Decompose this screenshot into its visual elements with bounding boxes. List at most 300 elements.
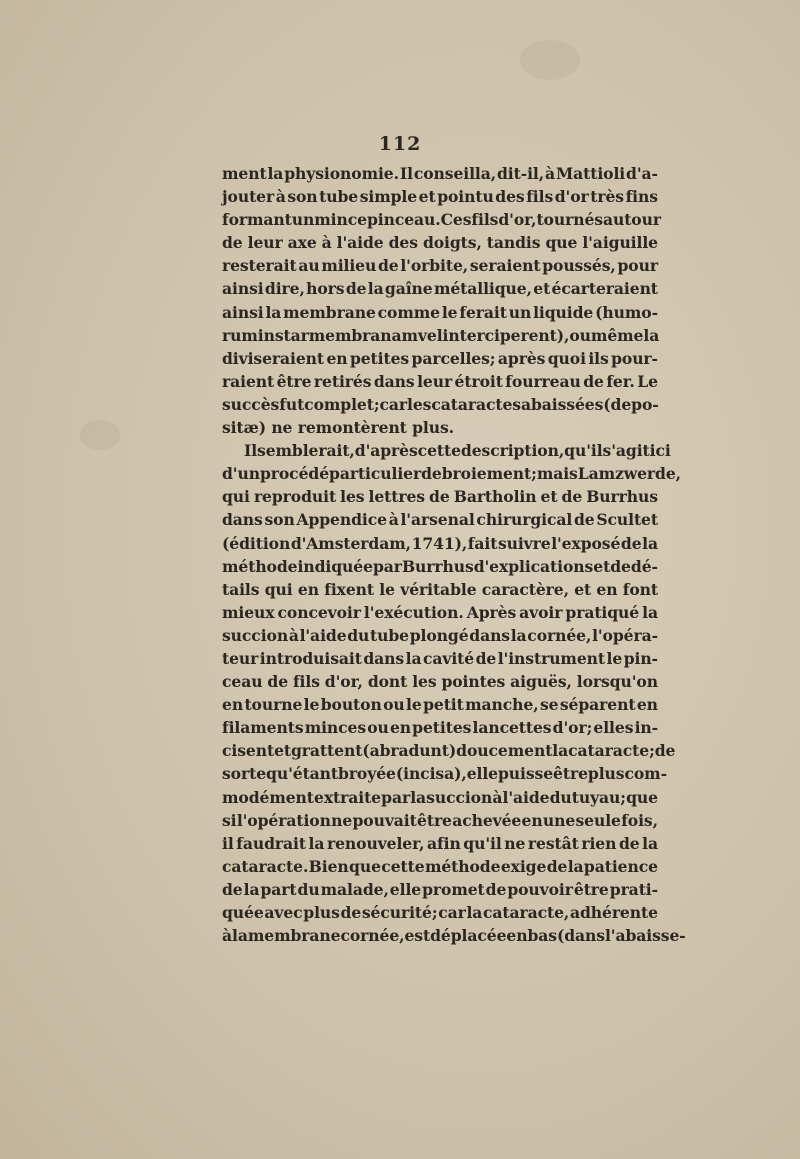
word: en [389, 718, 411, 738]
word: suivre [497, 533, 551, 553]
word: raient [222, 371, 275, 391]
word: cornée, [340, 926, 405, 946]
text-line [222, 185, 658, 208]
word: être [417, 810, 452, 830]
word: écarteraient [551, 279, 658, 299]
word: car [379, 394, 407, 414]
word: particulier [329, 464, 422, 484]
word: ferait [459, 302, 507, 322]
word: lorsqu'on [576, 672, 658, 692]
word: sorte [222, 764, 267, 784]
word: fils [292, 672, 320, 692]
word: hors [306, 279, 345, 299]
word: l'orbite, [400, 256, 469, 276]
word: de [421, 464, 442, 484]
word: axe [287, 233, 317, 253]
word: à [321, 233, 332, 253]
word: fut [279, 394, 305, 414]
text-line [222, 901, 658, 924]
word: petites [349, 348, 410, 368]
word: de [475, 648, 497, 668]
word: cavité [422, 648, 475, 668]
text-line [222, 162, 658, 185]
word: de [267, 672, 289, 692]
word: le [379, 579, 395, 599]
word: ment [222, 164, 267, 183]
word: le [441, 302, 458, 322]
word: l'abaisse- [604, 926, 686, 946]
word: simple [359, 187, 418, 207]
text-line [222, 786, 658, 809]
word: très [590, 187, 624, 207]
word: qui [264, 579, 293, 599]
word: elles [593, 718, 634, 738]
text-line [222, 462, 681, 485]
word: par [372, 556, 402, 576]
word: l'arsenal [400, 510, 475, 530]
word: être [276, 371, 312, 391]
word: part [260, 879, 297, 899]
word: déplacée [430, 926, 507, 946]
word: en [506, 926, 528, 946]
word: procédé [259, 464, 330, 484]
word: avoir [519, 602, 563, 622]
word: de [546, 856, 568, 876]
word: (abradunt) [362, 741, 457, 761]
word: l'exposé [551, 533, 621, 553]
word: séparent [559, 695, 636, 715]
word: la [405, 648, 422, 668]
word: de [654, 741, 676, 761]
word: description, [460, 441, 565, 461]
text-line [222, 485, 658, 508]
word: elle [389, 879, 422, 899]
word: sécurité; [361, 903, 438, 922]
word: petites [412, 718, 472, 738]
word: achevée [452, 810, 522, 830]
text-line [222, 670, 658, 693]
word: ainsi [222, 302, 264, 322]
word: un [508, 302, 532, 322]
text-line [222, 370, 658, 393]
text-line [222, 739, 676, 762]
word: de [618, 833, 640, 853]
word: méthode [424, 856, 501, 876]
word: tournés [536, 210, 603, 230]
word: dire, [264, 279, 305, 299]
word: restât [527, 833, 579, 853]
word: à [492, 787, 503, 807]
word: modément [222, 787, 314, 807]
word: succion [426, 787, 493, 807]
text-line [222, 231, 658, 254]
word: (édition [222, 533, 291, 553]
word: caractère, [481, 579, 569, 599]
word: pinceau. [366, 210, 441, 230]
word: que [545, 233, 578, 253]
word: l'aide [336, 233, 384, 253]
word: indiquée [297, 556, 373, 576]
word: fois, [621, 810, 658, 830]
word: membrane [247, 926, 341, 946]
word: com- [624, 764, 667, 784]
word: (dans [556, 926, 605, 946]
word: s'agit [602, 441, 650, 461]
text-line [222, 277, 658, 300]
word: lettres [368, 487, 425, 507]
word: si [222, 810, 237, 830]
word: d'a- [626, 164, 658, 183]
word: extraite [314, 787, 382, 807]
word: après [497, 348, 546, 368]
word: au [298, 256, 320, 276]
word: que [349, 856, 381, 876]
word: concevoir [277, 602, 361, 622]
word: l'exécution. [363, 602, 464, 622]
word: Il [399, 164, 413, 183]
word: ou [569, 325, 591, 345]
word: et [593, 556, 611, 576]
word: à [275, 187, 286, 207]
word: et [574, 579, 592, 599]
word: seraient [469, 256, 541, 276]
word: le [303, 695, 320, 715]
word: tuyau; [571, 787, 626, 807]
word: doigts, [422, 233, 482, 253]
word: Ces [440, 210, 472, 230]
word: du [347, 625, 370, 645]
word: bas [527, 926, 557, 946]
word: l'opéra- [592, 625, 658, 645]
word: renouveler, [326, 833, 425, 853]
word: afin [427, 833, 461, 853]
word: d'un [222, 464, 260, 484]
word: qu'étant [266, 764, 339, 784]
paper-stain [520, 40, 580, 80]
word: doucement [456, 741, 553, 761]
word: il [222, 833, 234, 853]
text-line [222, 716, 658, 739]
word: de [561, 487, 583, 507]
word: de [222, 879, 243, 899]
word: se [539, 695, 559, 715]
word: fils [526, 187, 554, 207]
word: fourreau [505, 371, 581, 391]
word: cataracte; [568, 741, 655, 761]
word: instar [257, 325, 309, 345]
word: en [596, 579, 618, 599]
word: à [545, 164, 556, 183]
word: la [466, 903, 483, 922]
word: Appendice [296, 510, 387, 530]
word: Bien [308, 856, 349, 876]
word: Lamzwerde, [577, 464, 681, 484]
word: leur [417, 371, 453, 391]
word: par [381, 787, 411, 807]
word: du [549, 787, 572, 807]
word: introduisait [259, 648, 362, 668]
word: car [438, 903, 466, 922]
word: de [485, 879, 507, 899]
word: exige [500, 856, 547, 876]
word: fer. [606, 371, 635, 391]
word: des [388, 233, 418, 253]
word: d'après [354, 441, 418, 461]
word: véritable [400, 579, 477, 599]
word: promet [422, 879, 485, 899]
word: cette [381, 856, 425, 876]
word: resterait [222, 256, 297, 276]
word: reproduit [253, 487, 337, 507]
word: fils [471, 210, 499, 230]
word: de [345, 279, 367, 299]
word: in- [634, 718, 658, 738]
word: pointes [441, 672, 506, 692]
word: abaissées [520, 394, 604, 414]
word: ou [367, 718, 389, 738]
word: pour- [611, 348, 658, 368]
word: aiguës, [510, 672, 572, 692]
text-line [222, 624, 658, 647]
text-line [222, 647, 658, 670]
word: l'aiguille [582, 233, 658, 253]
word: d'Amsterdam, [290, 533, 411, 553]
paper-stain [80, 420, 120, 450]
word: Burrhus [586, 487, 658, 507]
word: gaîne [384, 279, 433, 299]
word: (humo- [595, 302, 658, 322]
word: la [367, 279, 384, 299]
word: de [610, 556, 631, 576]
word: puisse [498, 764, 554, 784]
text-line [222, 208, 661, 231]
word: la [510, 625, 527, 645]
word: en [521, 810, 543, 830]
word: la [308, 833, 325, 853]
word: qu'il [564, 441, 603, 461]
word: autour [602, 210, 661, 230]
word: parcelles; [411, 348, 496, 368]
body-text [222, 162, 686, 947]
word: Scultet [596, 510, 658, 530]
word: minces [304, 718, 367, 738]
word: d'or [554, 187, 589, 207]
word: manche, [465, 695, 539, 715]
word: à [222, 926, 233, 946]
word: jouter [222, 187, 275, 207]
word: en [297, 579, 319, 599]
word: pin- [623, 648, 658, 668]
word: vel [417, 325, 443, 345]
word: milieu [321, 256, 377, 276]
word: est [404, 926, 431, 946]
word: (depo- [603, 394, 659, 414]
word: cataractes [431, 394, 521, 414]
word: ceau [222, 672, 263, 692]
word: plongé [409, 625, 469, 645]
word: dans [363, 648, 405, 668]
word: mieux [222, 602, 275, 622]
word: fixent [324, 579, 375, 599]
text-line [222, 924, 686, 947]
text-line [222, 693, 658, 716]
word: à [388, 510, 399, 530]
word: cornée, [527, 625, 592, 645]
text-line [222, 324, 658, 347]
text-line [222, 601, 658, 624]
word: la [552, 741, 569, 761]
word: dé- [630, 556, 658, 576]
word: l'opération [236, 810, 331, 830]
word: rien [581, 833, 617, 853]
word: Le [637, 371, 658, 391]
text-line [222, 809, 658, 832]
word: 1741), [411, 533, 468, 553]
word: l'aide [299, 625, 347, 645]
word: mais [536, 464, 578, 484]
word: la [410, 787, 427, 807]
word: les [340, 487, 365, 507]
word: formant [222, 210, 292, 230]
word: et [533, 279, 551, 299]
word: et [540, 487, 558, 507]
word: succès [222, 394, 280, 414]
word: dont [367, 672, 408, 692]
word: Mattioli [555, 164, 626, 183]
word: des [495, 187, 525, 207]
word: du [297, 879, 320, 899]
word: d'or; [552, 718, 593, 738]
word: son [264, 510, 295, 530]
word: en [636, 695, 658, 715]
word: plus [587, 764, 625, 784]
word: pouvoir [507, 879, 573, 899]
word: la [642, 533, 658, 553]
word: cataracte, [482, 903, 570, 922]
text-line [222, 878, 658, 901]
word: liquide [533, 302, 594, 322]
word: la [567, 856, 584, 876]
word: comme [377, 302, 440, 322]
word: succion [222, 625, 289, 645]
word: interciperent), [442, 325, 570, 345]
text-line [222, 254, 658, 277]
word: Bartholin [453, 487, 537, 507]
word: adhérente [569, 903, 658, 922]
word: une [542, 810, 576, 830]
word: pointu [437, 187, 494, 207]
word: grattent [291, 741, 363, 761]
word: dit-il, [497, 164, 545, 183]
word: Après [466, 602, 517, 622]
word: de [429, 487, 450, 507]
word: poussés, [542, 256, 616, 276]
word: cette [417, 441, 461, 461]
word: tourne [244, 695, 303, 715]
word: la [643, 325, 660, 345]
word: membrane [283, 302, 376, 322]
word: quoi [547, 348, 586, 368]
word: mince [314, 210, 367, 230]
word: faudrait [236, 833, 306, 853]
word: ou [383, 695, 405, 715]
word: ainsi [222, 279, 264, 299]
word: et [418, 187, 436, 207]
text-line [222, 508, 658, 531]
word: la [243, 879, 260, 899]
word: que [626, 787, 658, 807]
word: en [326, 348, 348, 368]
word: tails [222, 579, 260, 599]
text-line [222, 832, 658, 855]
word: étroit [454, 371, 503, 391]
word: et [274, 741, 291, 761]
word: tube [319, 187, 359, 207]
word: prati- [609, 879, 658, 899]
word: semblerait, [257, 441, 355, 461]
word: membranam [308, 325, 418, 345]
word: Il [244, 441, 258, 461]
word: de [377, 256, 399, 276]
word: broiement; [441, 464, 537, 484]
word: bouton [320, 695, 382, 715]
word: conseilla, [413, 164, 497, 183]
word: d'or, [498, 210, 537, 230]
word: retirés [313, 371, 372, 391]
word: elle [466, 764, 498, 784]
text-line [222, 301, 658, 324]
text-line [222, 855, 658, 878]
text-line [222, 532, 658, 555]
word: lancettes [472, 718, 552, 738]
word: le [606, 648, 623, 668]
page-number: 112 [378, 133, 422, 155]
word: être [553, 764, 588, 784]
text-line [222, 578, 658, 601]
word: la [642, 833, 658, 853]
word: la [267, 164, 284, 183]
word: broyée [338, 764, 396, 784]
word: ne [504, 833, 526, 853]
word: de [340, 903, 362, 922]
word: rum [222, 325, 258, 345]
word: teur [222, 648, 259, 668]
word: de [583, 371, 604, 391]
word: pratiqué [565, 602, 640, 622]
text-line [222, 555, 658, 578]
word: cataracte. [222, 856, 309, 876]
word: diviseraient [222, 348, 325, 368]
word: son [287, 187, 318, 207]
word: dans [222, 510, 263, 530]
word: malade, [320, 879, 389, 899]
word: pour [617, 256, 658, 276]
word: de [573, 510, 595, 530]
word: cisent [222, 741, 275, 761]
word: fait [467, 533, 498, 553]
word: quée [222, 903, 264, 922]
word: méthode [222, 556, 298, 576]
word: filaments [222, 718, 304, 738]
word: la [232, 926, 248, 946]
word: patience [583, 856, 658, 876]
word: l'instrument [497, 648, 605, 668]
word: complet; [304, 394, 380, 414]
word: être [573, 879, 609, 899]
word: (incisa), [395, 764, 467, 784]
word: d'explications [473, 556, 594, 576]
word: métallique, [433, 279, 532, 299]
